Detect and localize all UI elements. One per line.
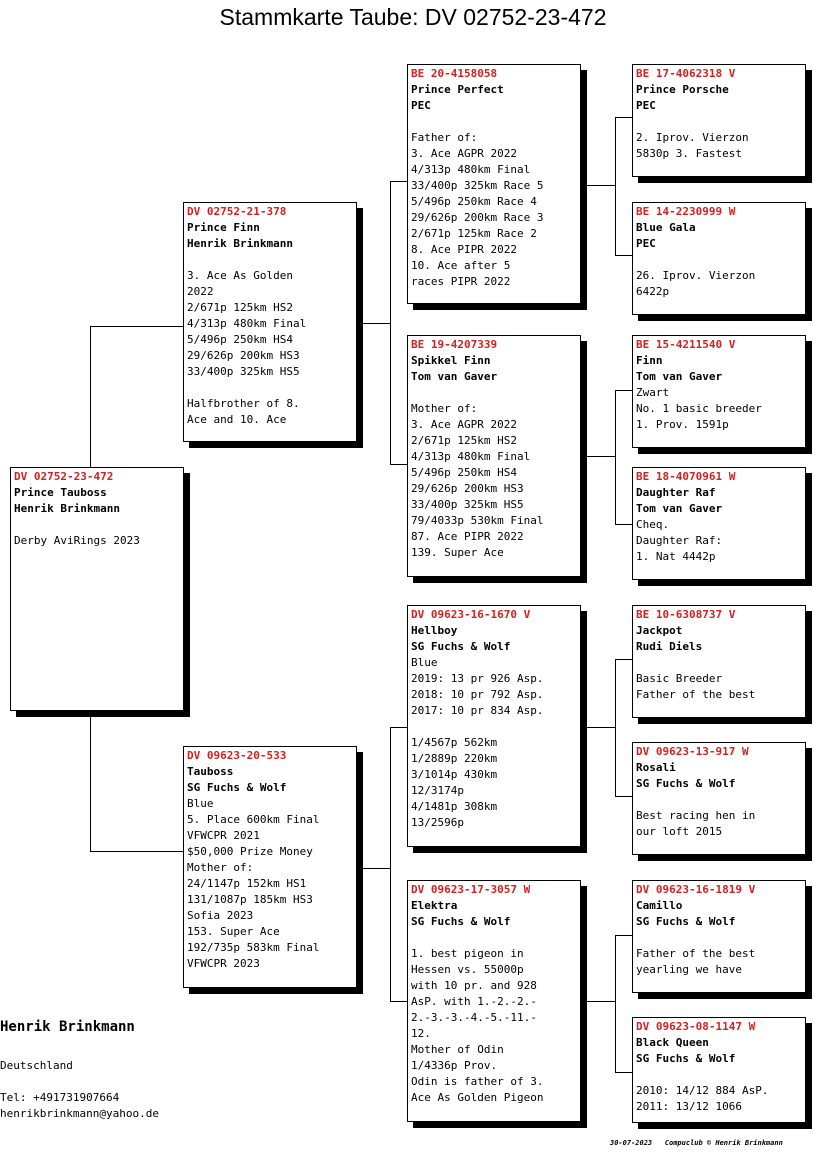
connector-line — [390, 181, 408, 182]
pigeon-name: Prince Tauboss — [14, 486, 107, 499]
pigeon-owner: Tom van Gaver — [636, 370, 723, 383]
connector-line — [356, 868, 390, 869]
connector-line — [90, 851, 184, 852]
pigeon-owner: Henrik Brinkmann — [187, 237, 293, 250]
pigeon-card-subject — [10, 467, 184, 711]
pigeon-notes: Blue 2019: 13 pr 926 Asp. 2018: 10 pr 792 Asp. 2017: 10 pr 834 Asp. 1/4567p 562km 1/2889p 220km 3/1014p 430km 12/3174p 4/1481p 308km 13/2596p — [411, 656, 544, 829]
pigeon-owner: Henrik Brinkmann — [14, 502, 120, 515]
pigeon-owner: PEC — [411, 99, 431, 112]
owner-country: Deutschland — [0, 1059, 73, 1072]
pigeon-notes: Derby AviRings 2023 — [14, 534, 140, 547]
connector-line — [356, 323, 390, 324]
footer-credit: 30-07-2023 Compuclub © Henrik Brinkmann — [610, 1139, 783, 1147]
ring-number: DV 09623-08-1147 W — [636, 1020, 756, 1033]
owner-name: Henrik Brinkmann — [0, 1019, 135, 1035]
pigeon-name: Hellboy — [411, 624, 458, 637]
connector-line — [615, 390, 632, 391]
pigeon-owner: SG Fuchs & Wolf — [411, 640, 511, 653]
connector-line — [390, 464, 408, 465]
connector-line — [615, 935, 616, 1072]
ring-number: DV 09623-16-1670 V — [411, 608, 531, 621]
ring-number: DV 09623-20-533 — [187, 749, 287, 762]
connector-line — [90, 326, 184, 327]
pigeon-name: Prince Finn — [187, 221, 260, 234]
pigeon-notes: 2010: 14/12 884 AsP. 2011: 13/12 1066 — [636, 1084, 769, 1113]
pigeon-notes: Cheq. Daughter Raf: 1. Nat 4442p — [636, 518, 723, 563]
pigeon-owner: PEC — [636, 237, 656, 250]
pigeon-name: Prince Porsche — [636, 83, 729, 96]
pigeon-name: Jackpot — [636, 624, 683, 637]
pigeon-owner: SG Fuchs & Wolf — [187, 781, 287, 794]
pigeon-notes: Blue 5. Place 600km Final VFWCPR 2021 $50,000 Prize Money Mother of: 24/1147p 152km HS1 131/1087p 185km HS3 Sofia 2023 153. Super Ace 192/735p 583km Final VFWCPR 2023 — [187, 797, 320, 970]
pigeon-name: Camillo — [636, 899, 683, 912]
pigeon-owner: SG Fuchs & Wolf — [636, 1052, 736, 1065]
ring-number: BE 15-4211540 V — [636, 338, 736, 351]
ring-number: DV 09623-13-917 W — [636, 745, 749, 758]
pigeon-notes: Best racing hen in our loft 2015 — [636, 809, 756, 838]
pigeon-name: Prince Perfect — [411, 83, 504, 96]
ring-number: BE 20-4158058 — [411, 67, 498, 80]
ring-number: BE 10-6308737 V — [636, 608, 736, 621]
connector-line — [615, 255, 632, 256]
ring-number: DV 09623-17-3057 W — [411, 883, 531, 896]
connector-line — [615, 796, 632, 797]
pigeon-notes: Zwart No. 1 basic breeder 1. Prov. 1591p — [636, 386, 762, 431]
pigeon-name: Rosali — [636, 761, 676, 774]
pigeon-card-ssd — [632, 202, 806, 315]
connector-line — [615, 659, 632, 660]
connector-line — [615, 659, 616, 796]
pigeon-owner: SG Fuchs & Wolf — [636, 915, 736, 928]
pigeon-card-dam — [183, 746, 357, 988]
connector-line — [615, 390, 616, 524]
pigeon-owner: Rudi Diels — [636, 640, 703, 653]
pigeon-owner: SG Fuchs & Wolf — [636, 777, 736, 790]
owner-email[interactable]: henrikbrinkmann@yahoo.de — [0, 1107, 159, 1120]
pigeon-card-sire — [183, 202, 357, 442]
connector-line — [615, 117, 616, 255]
pigeon-card-dam-dam — [407, 880, 581, 1122]
pigeon-name: Tauboss — [187, 765, 234, 778]
connector-line — [390, 727, 391, 1001]
connector-line — [615, 117, 632, 118]
pigeon-notes: Mother of: 3. Ace AGPR 2022 2/671p 125km HS2 4/313p 480km Final 5/496p 250km HS4 29/626p 200km HS3 33/400p 325km HS5 79/4033p 530km Final 87. Ace PIPR 2022 139. Super Ace — [411, 402, 544, 559]
pigeon-card-sss — [632, 64, 806, 177]
connector-line — [615, 1072, 632, 1073]
connector-line — [390, 1001, 408, 1002]
connector-line — [581, 727, 615, 728]
pigeon-name: Blue Gala — [636, 221, 696, 234]
pigeon-card-sds — [632, 335, 806, 448]
connector-line — [581, 456, 615, 457]
pigeon-card-sire-sire — [407, 64, 581, 304]
ring-number: DV 02752-23-472 — [14, 470, 114, 483]
connector-line — [615, 524, 632, 525]
pigeon-card-dss — [632, 605, 806, 718]
owner-phone: Tel: +491731907664 — [0, 1091, 120, 1104]
pigeon-notes: Basic Breeder Father of the best — [636, 672, 756, 701]
pigeon-notes: Father of: 3. Ace AGPR 2022 4/313p 480km Final 33/400p 325km Race 5 5/496p 250km Race 4 29/626p 200km Race 3 2/671p 125km Race 2 8. Ace PIPR 2022 10. Ace after 5 races PIPR 2022 — [411, 131, 544, 288]
pigeon-notes: 1. best pigeon in Hessen vs. 55000p with 10 pr. and 928 AsP. with 1.-2.-2.- 2.-3.-3.-4.-5.-11.- 12. Mother of Odin 1/4336p Prov. Odin is father of 3. Ace As Golden Pigeon — [411, 947, 544, 1104]
pigeon-notes: 2. Iprov. Vierzon 5830p 3. Fastest — [636, 131, 749, 160]
pigeon-owner: Tom van Gaver — [636, 502, 723, 515]
ring-number: DV 09623-16-1819 V — [636, 883, 756, 896]
pigeon-name: Finn — [636, 354, 663, 367]
pigeon-owner: Tom van Gaver — [411, 370, 498, 383]
pigeon-owner: PEC — [636, 99, 656, 112]
pigeon-notes: 3. Ace As Golden 2022 2/671p 125km HS2 4/313p 480km Final 5/496p 250km HS4 29/626p 200km HS3 33/400p 325km HS5 Halfbrother of 8. Ace and 10. Ace — [187, 269, 307, 426]
connector-line — [390, 181, 391, 464]
connector-line — [90, 326, 91, 468]
ring-number: DV 02752-21-378 — [187, 205, 287, 218]
pigeon-card-ddd — [632, 1017, 806, 1123]
pigeon-card-dam-sire — [407, 605, 581, 847]
pigeon-name: Elektra — [411, 899, 458, 912]
ring-number: BE 19-4207339 — [411, 338, 498, 351]
pigeon-card-sire-dam — [407, 335, 581, 577]
connector-line — [615, 935, 632, 936]
pigeon-card-sdd — [632, 467, 806, 580]
pigeon-notes: Father of the best yearling we have — [636, 947, 756, 976]
pigeon-card-dds — [632, 880, 806, 993]
page-title: Stammkarte Taube: DV 02752-23-472 — [219, 4, 607, 30]
pigeon-owner: SG Fuchs & Wolf — [411, 915, 511, 928]
pigeon-card-dsd — [632, 742, 806, 855]
connector-line — [581, 1001, 615, 1002]
pigeon-notes: 26. Iprov. Vierzon 6422p — [636, 269, 756, 298]
ring-number: BE 18-4070961 W — [636, 470, 736, 483]
connector-line — [390, 727, 408, 728]
pigeon-name: Daughter Raf — [636, 486, 716, 499]
ring-number: BE 14-2230999 W — [636, 205, 736, 218]
connector-line — [581, 185, 615, 186]
ring-number: BE 17-4062318 V — [636, 67, 736, 80]
pigeon-name: Spikkel Finn — [411, 354, 491, 367]
connector-line — [90, 710, 91, 851]
pigeon-name: Black Queen — [636, 1036, 709, 1049]
